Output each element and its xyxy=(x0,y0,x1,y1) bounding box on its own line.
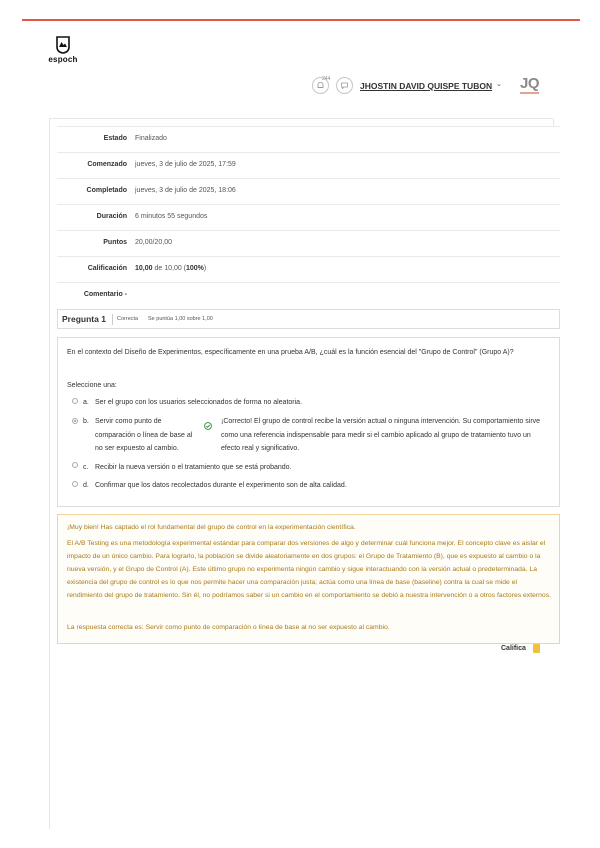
grade-max: de 10,00 ( xyxy=(152,265,186,272)
summary-row-comentario xyxy=(57,282,560,308)
question-text: En el contexto del Diseño de Experimentos, específicamente en una prueba A/B, ¿cuál es la función esencial del "Grupo de Control" (Grupo A)? xyxy=(67,349,514,356)
correct-check-icon xyxy=(204,417,212,435)
option-text-b[interactable]: Servir como punto de comparación o línea de base al no ser expuesto al cambio. xyxy=(95,418,193,452)
question-content xyxy=(57,337,560,507)
divider xyxy=(112,314,113,325)
summary-label: Duración xyxy=(96,213,127,220)
summary-label: Comentario - xyxy=(83,291,127,298)
option-text-a[interactable]: Ser el grupo con los usuarios seleccionados de forma no aleatoria. xyxy=(95,399,303,406)
user-navigation xyxy=(312,77,552,97)
summary-label: Puntos xyxy=(103,239,127,246)
grade-flag-icon[interactable] xyxy=(533,644,540,653)
notification-count: 244 xyxy=(322,76,331,82)
summary-row-puntos xyxy=(57,230,560,256)
summary-label: Estado xyxy=(103,135,127,142)
avatar[interactable]: JQ xyxy=(520,75,540,92)
general-feedback xyxy=(57,514,560,644)
feedback-paragraph: ¡Muy bien! Has captado el rol fundamental del grupo de control en la experimentación científica. xyxy=(67,524,356,531)
feedback-paragraph: El A/B Testing es una metodología experimental estándar para comparar dos versiones de algo y determinar cuál funciona mejor. El concepto clave es aislar el impacto de un único cambio. Para lograrlo, la población se divide aleatoriamente en dos grupos: el Grupo de Tratamiento (B), que es expuesto al cambio o la nueva versión, y el Grupo de Control (A). Este último grupo no experimenta ningún cambio y sigue interactuando con la versión actual o predeterminada. La existencia del grupo de control es lo que nos permite hacer una comparación justa; actúa como una línea de base (baseline) contra la cual se mide el rendimiento del grupo de tratamiento. Sin él, no podríamos saber si un cambio en el comportamiento se debió a nuestra intervención o a otros factores externos. xyxy=(67,540,551,599)
chevron-down-icon[interactable]: ⌄ xyxy=(496,81,502,88)
option-letter: d. xyxy=(83,482,89,489)
option-letter: a. xyxy=(83,399,89,406)
summary-value: 6 minutos 55 segundos xyxy=(135,213,208,220)
option-radio-c[interactable] xyxy=(72,462,78,468)
summary-value: jueves, 3 de julio de 2025, 17:59 xyxy=(135,161,236,168)
site-logo[interactable] xyxy=(48,36,78,64)
summary-value: jueves, 3 de julio de 2025, 18:06 xyxy=(135,187,236,194)
attempt-summary-table xyxy=(57,126,560,308)
summary-label: Completado xyxy=(86,187,127,194)
summary-row-completado xyxy=(57,178,560,204)
correct-answer-text: La respuesta correcta es: Servir como punto de comparación o línea de base al no ser expuesto al cambio. xyxy=(67,624,390,631)
top-accent-line xyxy=(22,19,580,21)
option-letter: b. xyxy=(83,418,89,425)
espoch-emblem-icon xyxy=(55,36,71,54)
grade-percent: 100% xyxy=(186,265,204,272)
option-text-d[interactable]: Confirmar que los datos recolectados durante el experimento son de alta calidad. xyxy=(95,482,347,489)
summary-value: Finalizado xyxy=(135,135,167,142)
option-text-c[interactable]: Recibir la nueva versión o el tratamiento que se está probando. xyxy=(95,464,292,471)
summary-row-calificacion xyxy=(57,256,560,282)
summary-label: Comenzado xyxy=(87,161,127,168)
summary-label: Calificación xyxy=(87,265,127,272)
option-radio-d[interactable] xyxy=(72,481,78,487)
grade-value: 10,00 xyxy=(135,265,153,272)
option-feedback: ¡Correcto! El grupo de control recibe la versión actual o ninguna intervención. Su comportamiento sirve como una referencia indispensable para medir si el cambio aplicado al grupo de tratamiento tuvo un efecto real y significativo. xyxy=(221,418,541,452)
summary-value: 20,00/20,00 xyxy=(135,239,172,246)
option-radio-a[interactable] xyxy=(72,398,78,404)
question-state: Correcta xyxy=(117,316,139,322)
option-radio-b[interactable] xyxy=(72,418,78,424)
question-grade: Se puntúa 1,00 sobre 1,00 xyxy=(148,316,213,322)
notifications-button[interactable] xyxy=(312,77,329,94)
grade-close: ) xyxy=(203,265,207,272)
answer-prompt: Seleccione una: xyxy=(67,382,117,389)
question-info-bar xyxy=(57,309,560,329)
bell-icon xyxy=(316,81,325,90)
califica-label: Califica xyxy=(501,645,526,652)
question-title: Pregunta 1 xyxy=(62,314,106,324)
summary-row-comenzado xyxy=(57,152,560,178)
summary-row-duracion xyxy=(57,204,560,230)
option-letter: c. xyxy=(83,464,89,471)
user-menu-name[interactable]: JHOSTIN DAVID QUISPE TUBON xyxy=(360,81,493,91)
chat-icon xyxy=(340,81,349,90)
summary-value xyxy=(135,265,206,272)
summary-row-estado xyxy=(57,126,560,152)
logo-text: espoch xyxy=(48,55,78,64)
messages-button[interactable] xyxy=(336,77,353,94)
